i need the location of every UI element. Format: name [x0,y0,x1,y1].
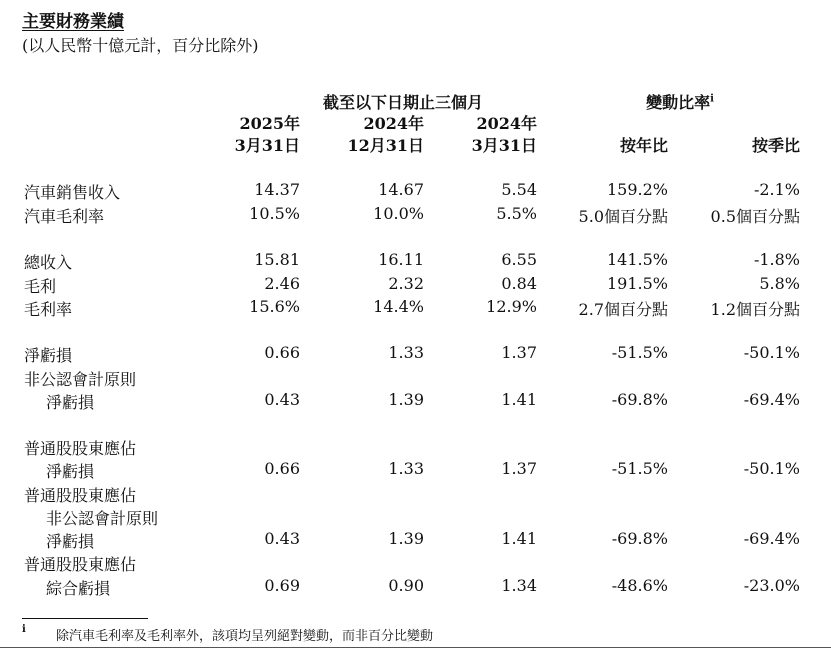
cell-value: -69.8% [611,390,668,409]
cell-value: 5.54 [501,180,537,199]
table-row-label-line [0,436,831,458]
cell-value: 1.37 [501,343,537,362]
cell-value: 14.67 [378,180,424,199]
row-label: 淨虧損 [24,346,73,365]
change-group-header [560,90,800,113]
cell-value: -50.1% [743,459,800,478]
cell-value: 159.2% [606,180,668,199]
cell-value: -2.1% [753,180,800,199]
cell-value: 10.5% [249,204,300,223]
cell-value: 191.5% [606,274,668,293]
table-row-label-line [0,506,831,528]
table-row [0,250,831,272]
cell-value: 15.6% [249,297,300,316]
cell-value: 5.0個百分點 [578,207,668,226]
table-row [0,576,831,598]
cell-value: -69.4% [743,529,800,548]
cell-value: -23.0% [743,576,800,595]
cell-value: 0.43 [264,390,300,409]
table-row [0,343,831,365]
cell-value: 1.34 [501,576,537,595]
change-group-label: 變動比率 [646,93,711,112]
row-label: 非公認會計原則 [46,509,159,528]
cell-value: 1.2個百分點 [710,300,800,319]
table-row-label-line [0,552,831,574]
col-header-qoq: 按季比 [751,136,800,155]
cell-value: 10.0% [373,204,424,223]
cell-value: -48.6% [611,576,668,595]
col-year: 2024年 [363,114,424,133]
footnote-divider [22,618,148,619]
cell-value: 12.9% [486,297,537,316]
cell-value: 1.37 [501,459,537,478]
table-row [0,274,831,296]
table-row [0,180,831,202]
row-label: 汽車毛利率 [24,207,105,226]
row-label: 非公認會計原則 [24,370,137,389]
cell-value: -1.8% [753,250,800,269]
row-label: 淨虧損 [46,462,95,481]
row-label: 毛利率 [24,300,73,319]
cell-value: -51.5% [611,459,668,478]
col-date: 3月31日 [471,136,537,155]
cell-value: 5.8% [759,274,800,293]
row-label: 普通股股東應佔 [24,486,137,505]
cell-value: -69.4% [743,390,800,409]
cell-value: 6.55 [501,250,537,269]
unit-note: (以人民幣十億元計，百分比除外) [22,36,259,55]
row-label: 普通股股東應佔 [24,439,137,458]
cell-value: 16.11 [378,250,424,269]
cell-value: 14.4% [373,297,424,316]
row-label: 毛利 [24,277,57,296]
cell-value: 0.66 [264,459,300,478]
col-year: 2024年 [476,114,537,133]
cell-value: 5.5% [496,204,537,223]
cell-value: 1.33 [388,343,424,362]
cell-value: 15.81 [254,250,300,269]
cell-value: 0.90 [388,576,424,595]
cell-value: -51.5% [611,343,668,362]
col-year: 2025年 [239,114,300,133]
cell-value: 0.43 [264,529,300,548]
page-title: 主要財務業績 [22,12,124,32]
col-header-2025-q1 [235,113,300,157]
table-row [0,529,831,551]
page-bottom-divider [0,647,831,648]
row-label: 淨虧損 [46,393,95,412]
col-date: 3月31日 [234,136,300,155]
table-row [0,297,831,319]
period-group-header: 截至以下日期止三個月 [322,93,483,112]
cell-value: 0.66 [264,343,300,362]
table-row-label-line [0,367,831,389]
cell-value: 2.7個百分點 [578,300,668,319]
row-label: 普通股股東應佔 [24,555,137,574]
col-header-2024-q4 [347,113,424,157]
cell-value: 0.84 [501,274,537,293]
cell-value: 0.5個百分點 [710,207,800,226]
cell-value: 1.39 [388,529,424,548]
cell-value: -50.1% [743,343,800,362]
cell-value: 0.69 [264,576,300,595]
row-label: 總收入 [24,253,73,272]
cell-value: 1.41 [501,529,537,548]
row-label: 淨虧損 [46,532,95,551]
cell-value: 2.32 [388,274,424,293]
cell-value: 2.46 [264,274,300,293]
col-date: 12月31日 [347,136,424,155]
table-row [0,204,831,226]
row-label: 綜合虧損 [46,579,111,598]
cell-value: 1.39 [388,390,424,409]
cell-value: 141.5% [606,250,668,269]
cell-value: 14.37 [254,180,300,199]
col-header-2024-q1 [472,113,537,157]
cell-value: -69.8% [611,529,668,548]
footnote-ref: i [710,93,714,105]
table-row-label-line [0,483,831,505]
col-header-yoy: 按年比 [619,136,668,155]
row-label: 汽車銷售收入 [24,183,121,202]
table-row [0,390,831,412]
cell-value: 1.41 [501,390,537,409]
table-row [0,459,831,481]
footnote-marker: i [22,624,26,635]
cell-value: 1.33 [388,459,424,478]
footnote-text: 除汽車毛利率及毛利率外，該項均呈列絕對變動，而非百分比變動 [56,629,434,644]
